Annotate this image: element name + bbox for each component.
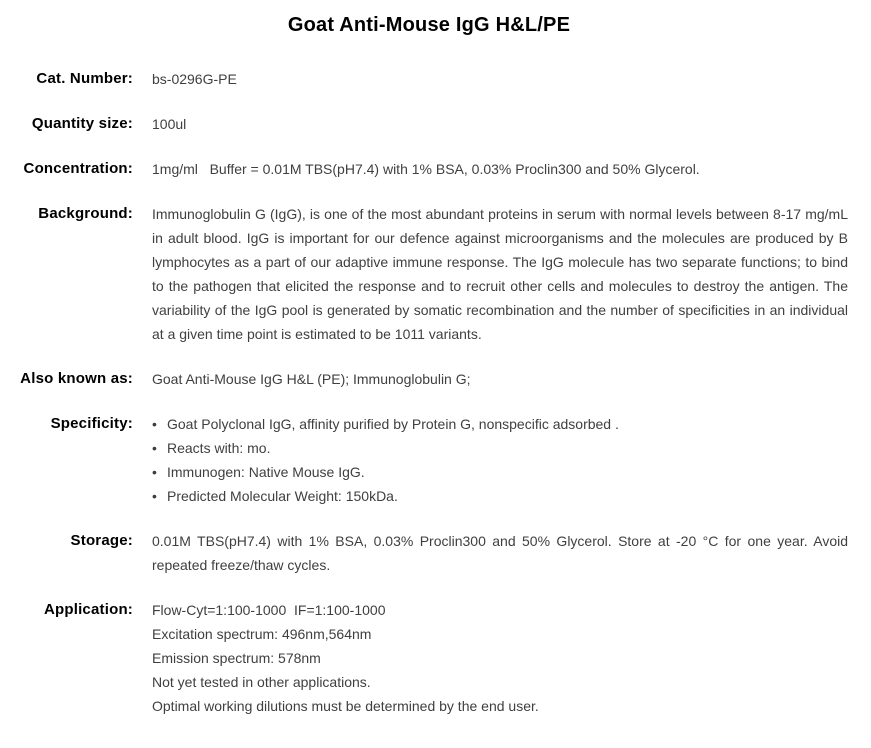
specificity-item-text: Immunogen: Native Mouse IgG. — [167, 464, 365, 480]
field-row-concentration — [10, 157, 848, 181]
field-value-cat-number: bs-0296G-PE — [152, 71, 237, 87]
specificity-item-text: Predicted Molecular Weight: 150kDa. — [167, 488, 398, 504]
bullet-icon: • — [152, 488, 157, 504]
field-label-storage: Storage: — [70, 532, 133, 549]
bullet-icon: • — [152, 440, 157, 456]
specificity-item-text: Reacts with: mo. — [167, 440, 271, 456]
application-line: Optimal working dilutions must be determined by the end user. — [152, 698, 539, 714]
field-value-specificity — [152, 412, 848, 508]
field-value-quantity-size: 100ul — [152, 116, 187, 132]
application-line: Emission spectrum: 578nm — [152, 650, 321, 666]
specificity-bullet-item — [152, 436, 848, 460]
specificity-item-text: Goat Polyclonal IgG, affinity purified by Protein G, nonspecific adsorbed . — [167, 416, 619, 432]
field-row-storage — [10, 529, 848, 577]
field-row-specificity — [10, 412, 848, 508]
field-label-application: Application: — [43, 601, 133, 618]
application-line: Not yet tested in other applications. — [152, 674, 371, 690]
field-value-also-known-as: Goat Anti-Mouse IgG H&L (PE); Immunoglobulin G; — [152, 371, 471, 387]
specificity-bullet-item — [152, 412, 848, 436]
field-label-cat-number: Cat. Number: — [36, 70, 133, 87]
field-label-also-known-as: Also known as: — [20, 370, 133, 387]
application-line: Excitation spectrum: 496nm,564nm — [152, 626, 372, 642]
field-label-concentration: Concentration: — [23, 160, 133, 177]
field-label-quantity-size: Quantity size: — [31, 115, 133, 132]
field-value-application — [152, 598, 848, 718]
field-value-concentration: 1mg/ml Buffer = 0.01M TBS(pH7.4) with 1% BSA, 0.03% Proclin300 and 50% Glycerol. — [152, 161, 700, 177]
field-row-background — [10, 202, 848, 346]
specificity-bullet-item — [152, 484, 848, 508]
bullet-icon: • — [152, 464, 157, 480]
bullet-icon: • — [152, 416, 157, 432]
specificity-bullet-item — [152, 460, 848, 484]
field-label-specificity: Specificity: — [50, 415, 133, 432]
field-label-background: Background: — [38, 205, 133, 222]
field-row-application — [10, 598, 848, 718]
field-value-storage: 0.01M TBS(pH7.4) with 1% BSA, 0.03% Proclin300 and 50% Glycerol. Store at -20 °C for one year. Avoid repeated freeze/thaw cycles. — [152, 533, 848, 573]
application-line: Flow-Cyt=1:100-1000 IF=1:100-1000 — [152, 602, 386, 618]
field-row-cat-number — [10, 67, 848, 91]
field-value-background: Immunoglobulin G (IgG), is one of the most abundant proteins in serum with normal levels between 8-17 mg/mL in adult blood. IgG is important for our defence against microorganisms and the molecules are produced by B lymphocytes as a part of our adaptive immune response. The IgG molecule has two separate functions; to bind to the pathogen that elicited the response and to recruit other cells and molecules to destroy the antigen. The variability of the IgG pool is generated by somatic recombination and the number of specificities in an individual at a given time point is estimated to be 1011 variants. — [152, 206, 848, 342]
field-row-quantity-size — [10, 112, 848, 136]
page-title: Goat Anti-Mouse IgG H&L/PE — [287, 14, 571, 36]
field-row-also-known-as — [10, 367, 848, 391]
